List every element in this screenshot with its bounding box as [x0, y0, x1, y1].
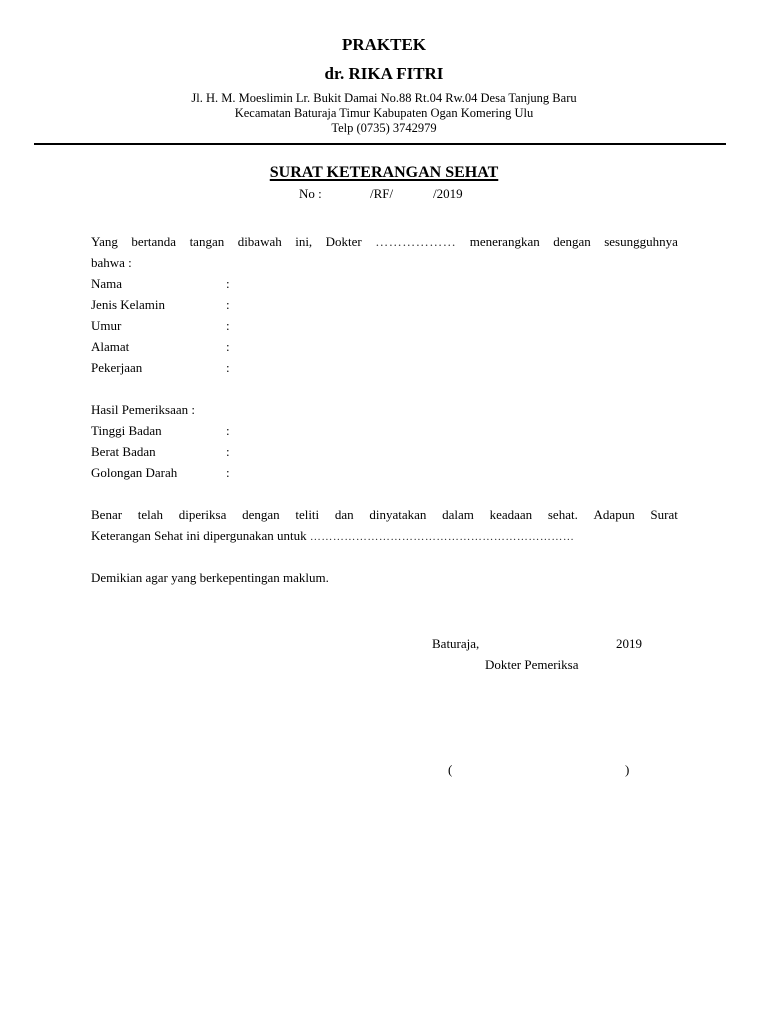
document-title: [0, 164, 768, 182]
closing-text: Demikian agar yang berkepentingan maklum.: [91, 570, 329, 585]
letterhead-address-line2: Kecamatan Baturaja Timur Kabupaten Ogan Komering Ulu: [234, 106, 534, 120]
statement-word: Benar: [91, 507, 123, 522]
intro-line-1: [91, 234, 678, 250]
statement-word: teliti: [295, 507, 320, 522]
document-number-code: /RF/: [370, 186, 394, 201]
field-colon: :: [226, 465, 230, 480]
field-label-nama: Nama: [91, 276, 123, 291]
intro-word: tangan: [189, 234, 225, 249]
field-colon: :: [226, 423, 230, 438]
intro-word: menerangkan: [469, 234, 540, 249]
signature-close-paren: ): [625, 762, 630, 777]
field-label-berat-badan: Berat Badan: [91, 444, 156, 459]
statement-word: Adapun: [593, 507, 635, 522]
intro-word: ini,: [295, 234, 313, 249]
letterhead-address-line1: Jl. H. M. Moeslimin Lr. Bukit Damai No.88 Rt.04 Rw.04 Desa Tanjung Baru: [191, 91, 577, 105]
field-label-jenis-kelamin: Jenis Kelamin: [91, 297, 166, 312]
field-colon: :: [226, 360, 230, 375]
statement-word: diperiksa: [178, 507, 227, 522]
document-number-label: No :: [299, 186, 322, 201]
statement-word: Surat: [650, 507, 678, 522]
signature-place: Baturaja,: [432, 636, 480, 651]
statement-word: dan: [334, 507, 354, 522]
letterhead-doctor-name: dr. RIKA FITRI: [324, 64, 444, 83]
statement-line-2: [91, 528, 574, 545]
field-colon: :: [226, 276, 230, 291]
intro-word: dengan: [553, 234, 591, 249]
field-label-pekerjaan: Pekerjaan: [91, 360, 143, 375]
field-label-umur: Umur: [91, 318, 122, 333]
field-label-alamat: Alamat: [91, 339, 130, 354]
field-label-tinggi-badan: Tinggi Badan: [91, 423, 162, 438]
field-label-golongan-darah: Golongan Darah: [91, 465, 178, 480]
statement-line-1: [91, 507, 678, 523]
doctor-name-blank: ………………: [375, 234, 457, 249]
intro-word: Dokter: [325, 234, 362, 249]
document-number-year: /2019: [433, 186, 463, 201]
letterhead-phone: Telp (0735) 3742979: [331, 121, 437, 135]
field-colon: :: [226, 318, 230, 333]
document-title-text: SURAT KETERANGAN SEHAT: [269, 164, 499, 181]
field-colon: :: [226, 297, 230, 312]
exam-heading: Hasil Pemeriksaan :: [91, 402, 195, 417]
field-colon: :: [226, 444, 230, 459]
intro-word: bertanda: [131, 234, 177, 249]
statement-word: telah: [137, 507, 164, 522]
statement-word: dengan: [242, 507, 280, 522]
signature-year: 2019: [616, 636, 642, 651]
intro-line-2: bahwa :: [91, 255, 132, 270]
intro-word: dibawah: [237, 234, 282, 249]
statement-word: keadaan: [489, 507, 533, 522]
letterhead-praktek: PRAKTEK: [341, 35, 427, 54]
statement-word: dalam: [442, 507, 474, 522]
intro-word: sesungguhnya: [604, 234, 678, 249]
intro-word: Yang: [91, 234, 118, 249]
statement-word: dinyatakan: [369, 507, 427, 522]
letterhead-divider: [34, 143, 726, 145]
purpose-blank: ……………………………………………………………: [309, 531, 575, 543]
statement-word: sehat.: [547, 507, 578, 522]
statement-line-2-text: Keterangan Sehat ini dipergunakan untuk: [91, 528, 307, 543]
signature-open-paren: (: [448, 762, 453, 777]
signature-role: Dokter Pemeriksa: [485, 657, 579, 672]
field-colon: :: [226, 339, 230, 354]
